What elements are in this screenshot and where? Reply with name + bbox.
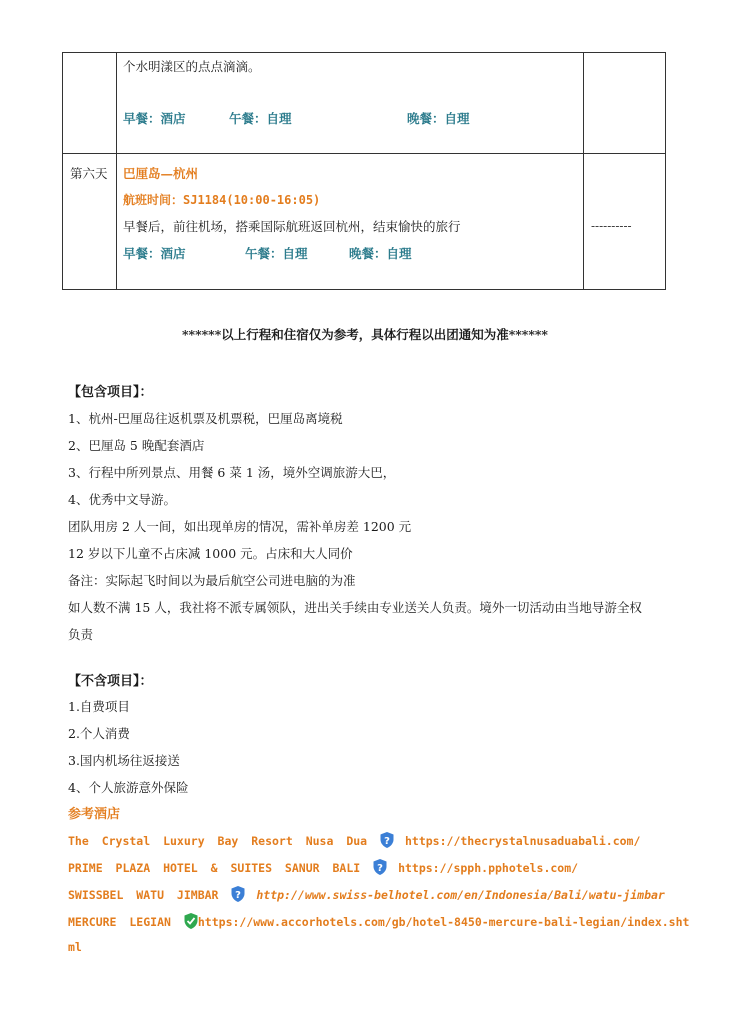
shield-check-icon (184, 913, 198, 932)
row6-flight: 航班时间：SJ1184(10:00-16:05) (123, 193, 321, 207)
row6-description: 早餐后，前往机场，搭乘国际航班返回杭州，结束愉快的旅行 (123, 219, 461, 234)
included-item: 团队用房 2 人一间，如出现单房的情况，需补单房差 1200 元 (68, 519, 412, 534)
svg-text:?: ? (235, 890, 242, 901)
excluded-title: 【不含项目】： (68, 674, 153, 689)
hotel-link[interactable]: http://www.swiss-belhotel.com/en/Indonesia/Bali/watu-jimbar (256, 888, 665, 902)
row6-breakfast: 早餐：酒店 (123, 246, 186, 261)
itinerary-notice: ******以上行程和住宿仅为参考，具体行程以出团通知为准****** (182, 327, 548, 342)
table-divider (583, 53, 584, 289)
table-row-divider (63, 153, 665, 154)
excluded-item: 1.自费项目 (68, 699, 130, 714)
hotel-name: MERCURE LEGIAN (68, 915, 171, 929)
included-item: 2、巴厘岛 5 晚配套酒店 (68, 438, 205, 453)
hotel-name: SWISSBEL WATU JIMBAR (68, 888, 219, 902)
row5-breakfast: 早餐：酒店 (123, 111, 186, 126)
hotel-link[interactable]: https://thecrystalnusaduabali.com/ (404, 834, 641, 848)
included-item: 4、优秀中文导游。 (68, 492, 176, 507)
hotel-entry (68, 859, 578, 878)
included-item: 如人数不满 15 人，我社将不派专属领队，进出关手续由专业送关人负责。境外一切活动由当地导游全权 (68, 600, 642, 615)
row5-description: 个水明漾区的点点滴滴。 (123, 59, 261, 74)
hotel-entry (68, 913, 689, 932)
hotel-entry (68, 886, 665, 905)
svg-text:?: ? (384, 836, 390, 847)
included-item: 1、杭州-巴厘岛往返机票及机票税，巴厘岛离境税 (68, 411, 343, 426)
included-item: 3、行程中所列景点、用餐 6 菜 1 汤，境外空调旅游大巴， (68, 465, 396, 480)
shield-question-icon (231, 886, 245, 905)
row5-dinner: 晚餐：自理 (407, 111, 470, 126)
included-item: 12 岁以下儿童不占床减 1000 元。占床和大人同价 (68, 546, 353, 561)
hotel-link[interactable]: https://www.accorhotels.com/gb/hotel-8450-mercure-bali-legian/index.sht (197, 915, 690, 929)
excluded-item: 2.个人消费 (68, 726, 130, 741)
hotel-link[interactable]: https://spph.pphotels.com/ (398, 861, 579, 875)
included-item: 备注：实际起飞时间以为最后航空公司进电脑的为准 (68, 573, 356, 588)
included-item: 负责 (68, 627, 94, 642)
itinerary-table (62, 52, 666, 290)
excluded-item: 4、个人旅游意外保险 (68, 780, 189, 795)
svg-text:?: ? (377, 863, 384, 874)
hotel-name: The Crystal Luxury Bay Resort Nusa Dua (68, 834, 368, 848)
row6-hotel: ---------- (591, 219, 632, 233)
row6-lunch: 午餐：自理 (245, 246, 308, 261)
shield-question-icon (380, 832, 394, 851)
excluded-item: 3.国内机场往返接送 (68, 753, 180, 768)
row6-dinner: 晚餐：自理 (349, 246, 412, 261)
shield-question-icon (373, 859, 387, 878)
row5-lunch: 午餐：自理 (229, 111, 292, 126)
included-title: 【包含项目】： (68, 385, 153, 400)
hotel-entry (68, 832, 640, 851)
row6-route: 巴厘岛—杭州 (123, 166, 199, 181)
table-divider (116, 53, 117, 289)
hotel-link-continuation[interactable]: ml (68, 940, 82, 954)
hotel-name: PRIME PLAZA HOTEL & SUITES SANUR BALI (68, 861, 361, 875)
row6-day: 第六天 (70, 166, 108, 181)
hotels-title: 参考酒店 (68, 807, 121, 822)
